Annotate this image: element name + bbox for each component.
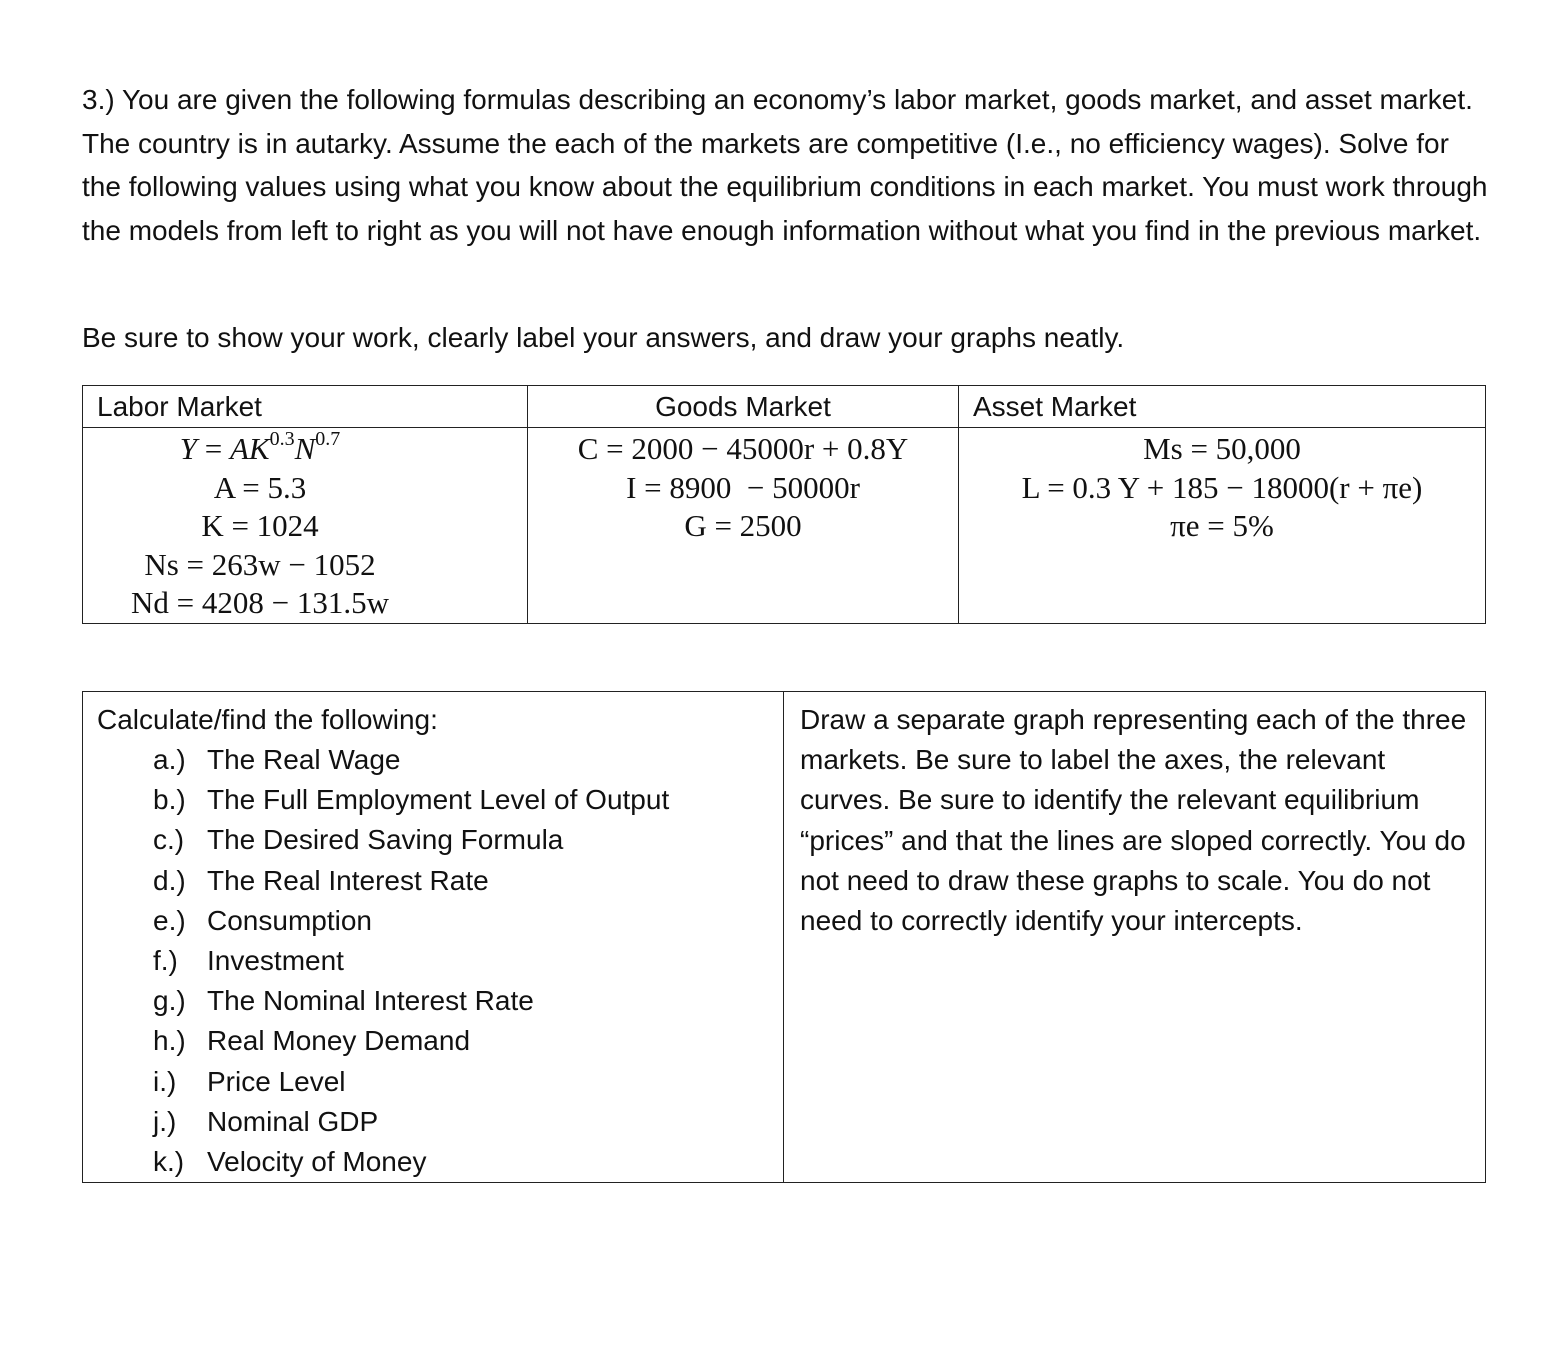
list-item: b.) The Full Employment Level of Output [153, 784, 670, 816]
tasks-title: Calculate/find the following: [97, 704, 438, 735]
intro-section [82, 78, 1492, 252]
header-goods-market: Goods Market [528, 386, 959, 428]
money-supply: Ms = 50,000 [1143, 431, 1301, 466]
goods-market-formulas [528, 428, 959, 624]
list-item: h.) Real Money Demand [153, 1025, 471, 1057]
list-item: k.) Velocity of Money [153, 1146, 427, 1178]
consumption-formula: C = 2000 − 45000r + 0.8Y [577, 431, 909, 466]
list-item: a.) The Real Wage [153, 744, 401, 775]
task-list [83, 740, 783, 1182]
capital-k: K = 1024 [201, 508, 319, 543]
formulas-table [82, 385, 1486, 624]
list-item: d.) The Real Interest Rate [153, 864, 489, 896]
asset-market-formulas [959, 428, 1486, 624]
header-asset-market: Asset Market [959, 386, 1486, 428]
list-item: j.) Nominal GDP [153, 1105, 379, 1137]
list-item: c.) The Desired Saving Formula [153, 824, 564, 856]
government-formula: G = 2500 [684, 508, 802, 543]
productivity-a: A = 5.3 [213, 469, 307, 505]
tasks-table [82, 691, 1486, 1183]
list-item: f.) Investment [153, 945, 344, 977]
production-function: $Y = AK^{0.3}N^{0.7}$ [179, 428, 341, 466]
draw-instructions: Draw a separate graph representing each of the three markets. Be sure to label the axes, the relevant curves. Be sure to identify the relevant equilibrium “prices” and that the lines are sloped correctly. You do not need to draw these graphs to scale. You do not need to correctly identify your intercepts. [800, 704, 1467, 937]
draw-graphs-cell [784, 692, 1486, 1183]
header-labor-market: Labor Market [83, 386, 528, 428]
calculate-cell [83, 692, 784, 1183]
instruction-note: Be sure to show your work, clearly label your answers, and draw your graphs neatly. [82, 322, 1125, 353]
list-item: g.) The Nominal Interest Rate [153, 985, 534, 1017]
investment-formula: I = 8900 − 50000r [626, 469, 860, 505]
labor-demand: Nd = 4208 − 131.5w [131, 585, 389, 620]
list-item: e.) Consumption [153, 904, 372, 936]
money-demand: L = 0.3 Y + 185 − 18000(r + πe) [1021, 469, 1423, 505]
labor-supply: Ns = 263w − 1052 [144, 546, 376, 582]
list-item: i.) Price Level [153, 1065, 346, 1097]
intro-paragraph: 3.) You are given the following formulas describing an economy’s labor market, goods market, and asset market. The country is in autarky. Assume the each of the markets are competitive (I.e., no efficiency wages). Solve for the following values using what you know about the equilibrium conditions in each market. You must work through the models from left to right as you will not have enough information without what you find in the previous market. [82, 84, 1488, 246]
labor-market-formulas [83, 428, 528, 624]
expected-inflation: πe = 5% [1170, 508, 1274, 543]
